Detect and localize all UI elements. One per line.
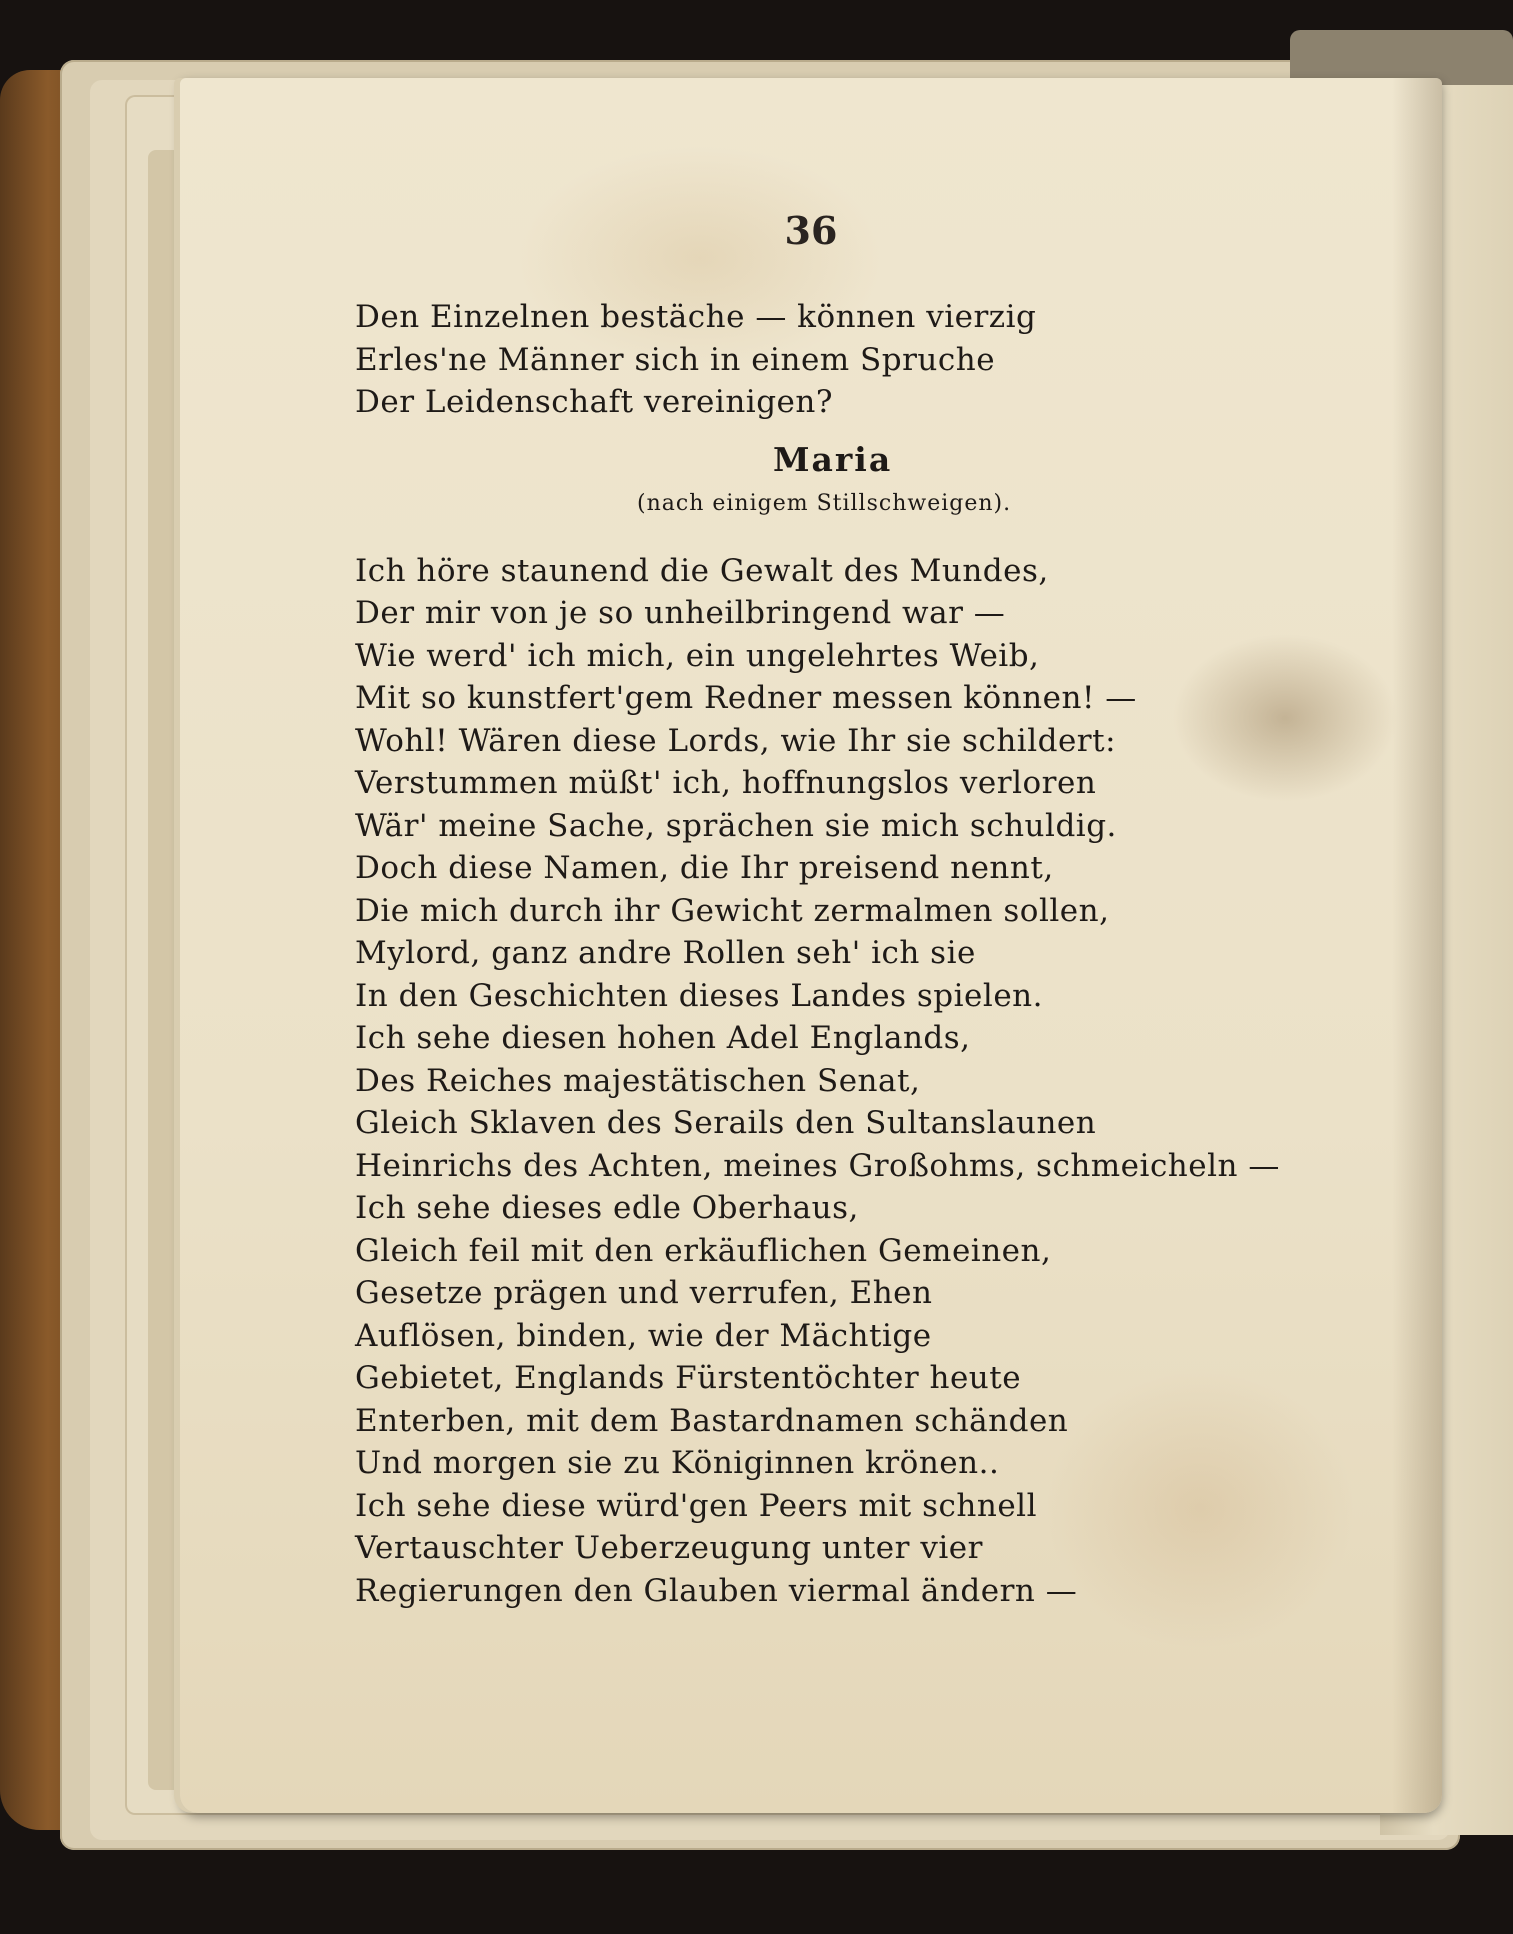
poem-text [355,296,1435,1612]
book-page [180,78,1442,1813]
page-number: 36 [784,208,838,253]
verse-line: Regierungen den Glauben viermal ändern — [355,1572,1078,1609]
verse-line: Gesetze prägen und verrufen, Ehen [355,1275,933,1311]
verse-line: Wohl! Wären diese Lords, wie Ihr sie schildert: [355,722,1117,759]
verse-line: Des Reiches majestätischen Senat, [355,1062,921,1099]
verse-line: Enterben, mit dem Bastardnamen schänden [355,1402,1069,1439]
verse-line: Wie werd' ich mich, ein ungelehrtes Weib, [355,637,1040,674]
verse-line: Mit so kunstfert'gem Redner messen können! — [355,680,1137,716]
verse-line: Gleich feil mit den erkäuflichen Gemeinen, [355,1232,1052,1269]
speaker-name: Maria [773,439,893,479]
stage-direction: (nach einigem Stillschweigen). [637,490,1012,516]
verse-line: In den Geschichten dieses Landes spielen. [355,977,1043,1014]
verse-line: Wär' meine Sache, sprächen sie mich schuldig. [355,807,1117,844]
verse-line: Und morgen sie zu Königinnen krönen.. [355,1445,1000,1481]
verse-line: Ich sehe dieses edle Oberhaus, [355,1190,859,1226]
verse-line: Den Einzelnen bestäche — können vierzig [355,299,1037,335]
verse-line: Ich höre staunend die Gewalt des Mundes, [355,552,1049,589]
verse-line: Doch diese Namen, die Ihr preisend nennt, [355,850,1054,886]
verse-line: Verstummen müßt' ich, hoffnungslos verloren [355,765,1097,801]
verse-line: Mylord, ganz andre Rollen seh' ich sie [355,935,976,971]
verse-line: Ich sehe diese würd'gen Peers mit schnell [355,1487,1037,1524]
verse-line: Die mich durch ihr Gewicht zermalmen sollen, [355,892,1110,929]
verse-line: Gebietet, Englands Fürstentöchter heute [355,1360,1022,1396]
verse-line: Gleich Sklaven des Serails den Sultanslaunen [355,1105,1097,1141]
verse-line: Ich sehe diesen hohen Adel Englands, [355,1020,971,1056]
verse-line: Erles'ne Männer sich in einem Spruche [355,341,996,378]
verse-line: Der Leidenschaft vereinigen? [355,384,833,420]
verse-line: Heinrichs des Achten, meines Großohms, schmeicheln — [355,1147,1280,1184]
spacer [355,524,1435,550]
verse-line: Auflösen, binden, wie der Mächtige [355,1317,932,1354]
verse-line: Vertauschter Ueberzeugung unter vier [355,1530,983,1566]
verse-line: Der mir von je so unheilbringend war — [355,595,1006,631]
